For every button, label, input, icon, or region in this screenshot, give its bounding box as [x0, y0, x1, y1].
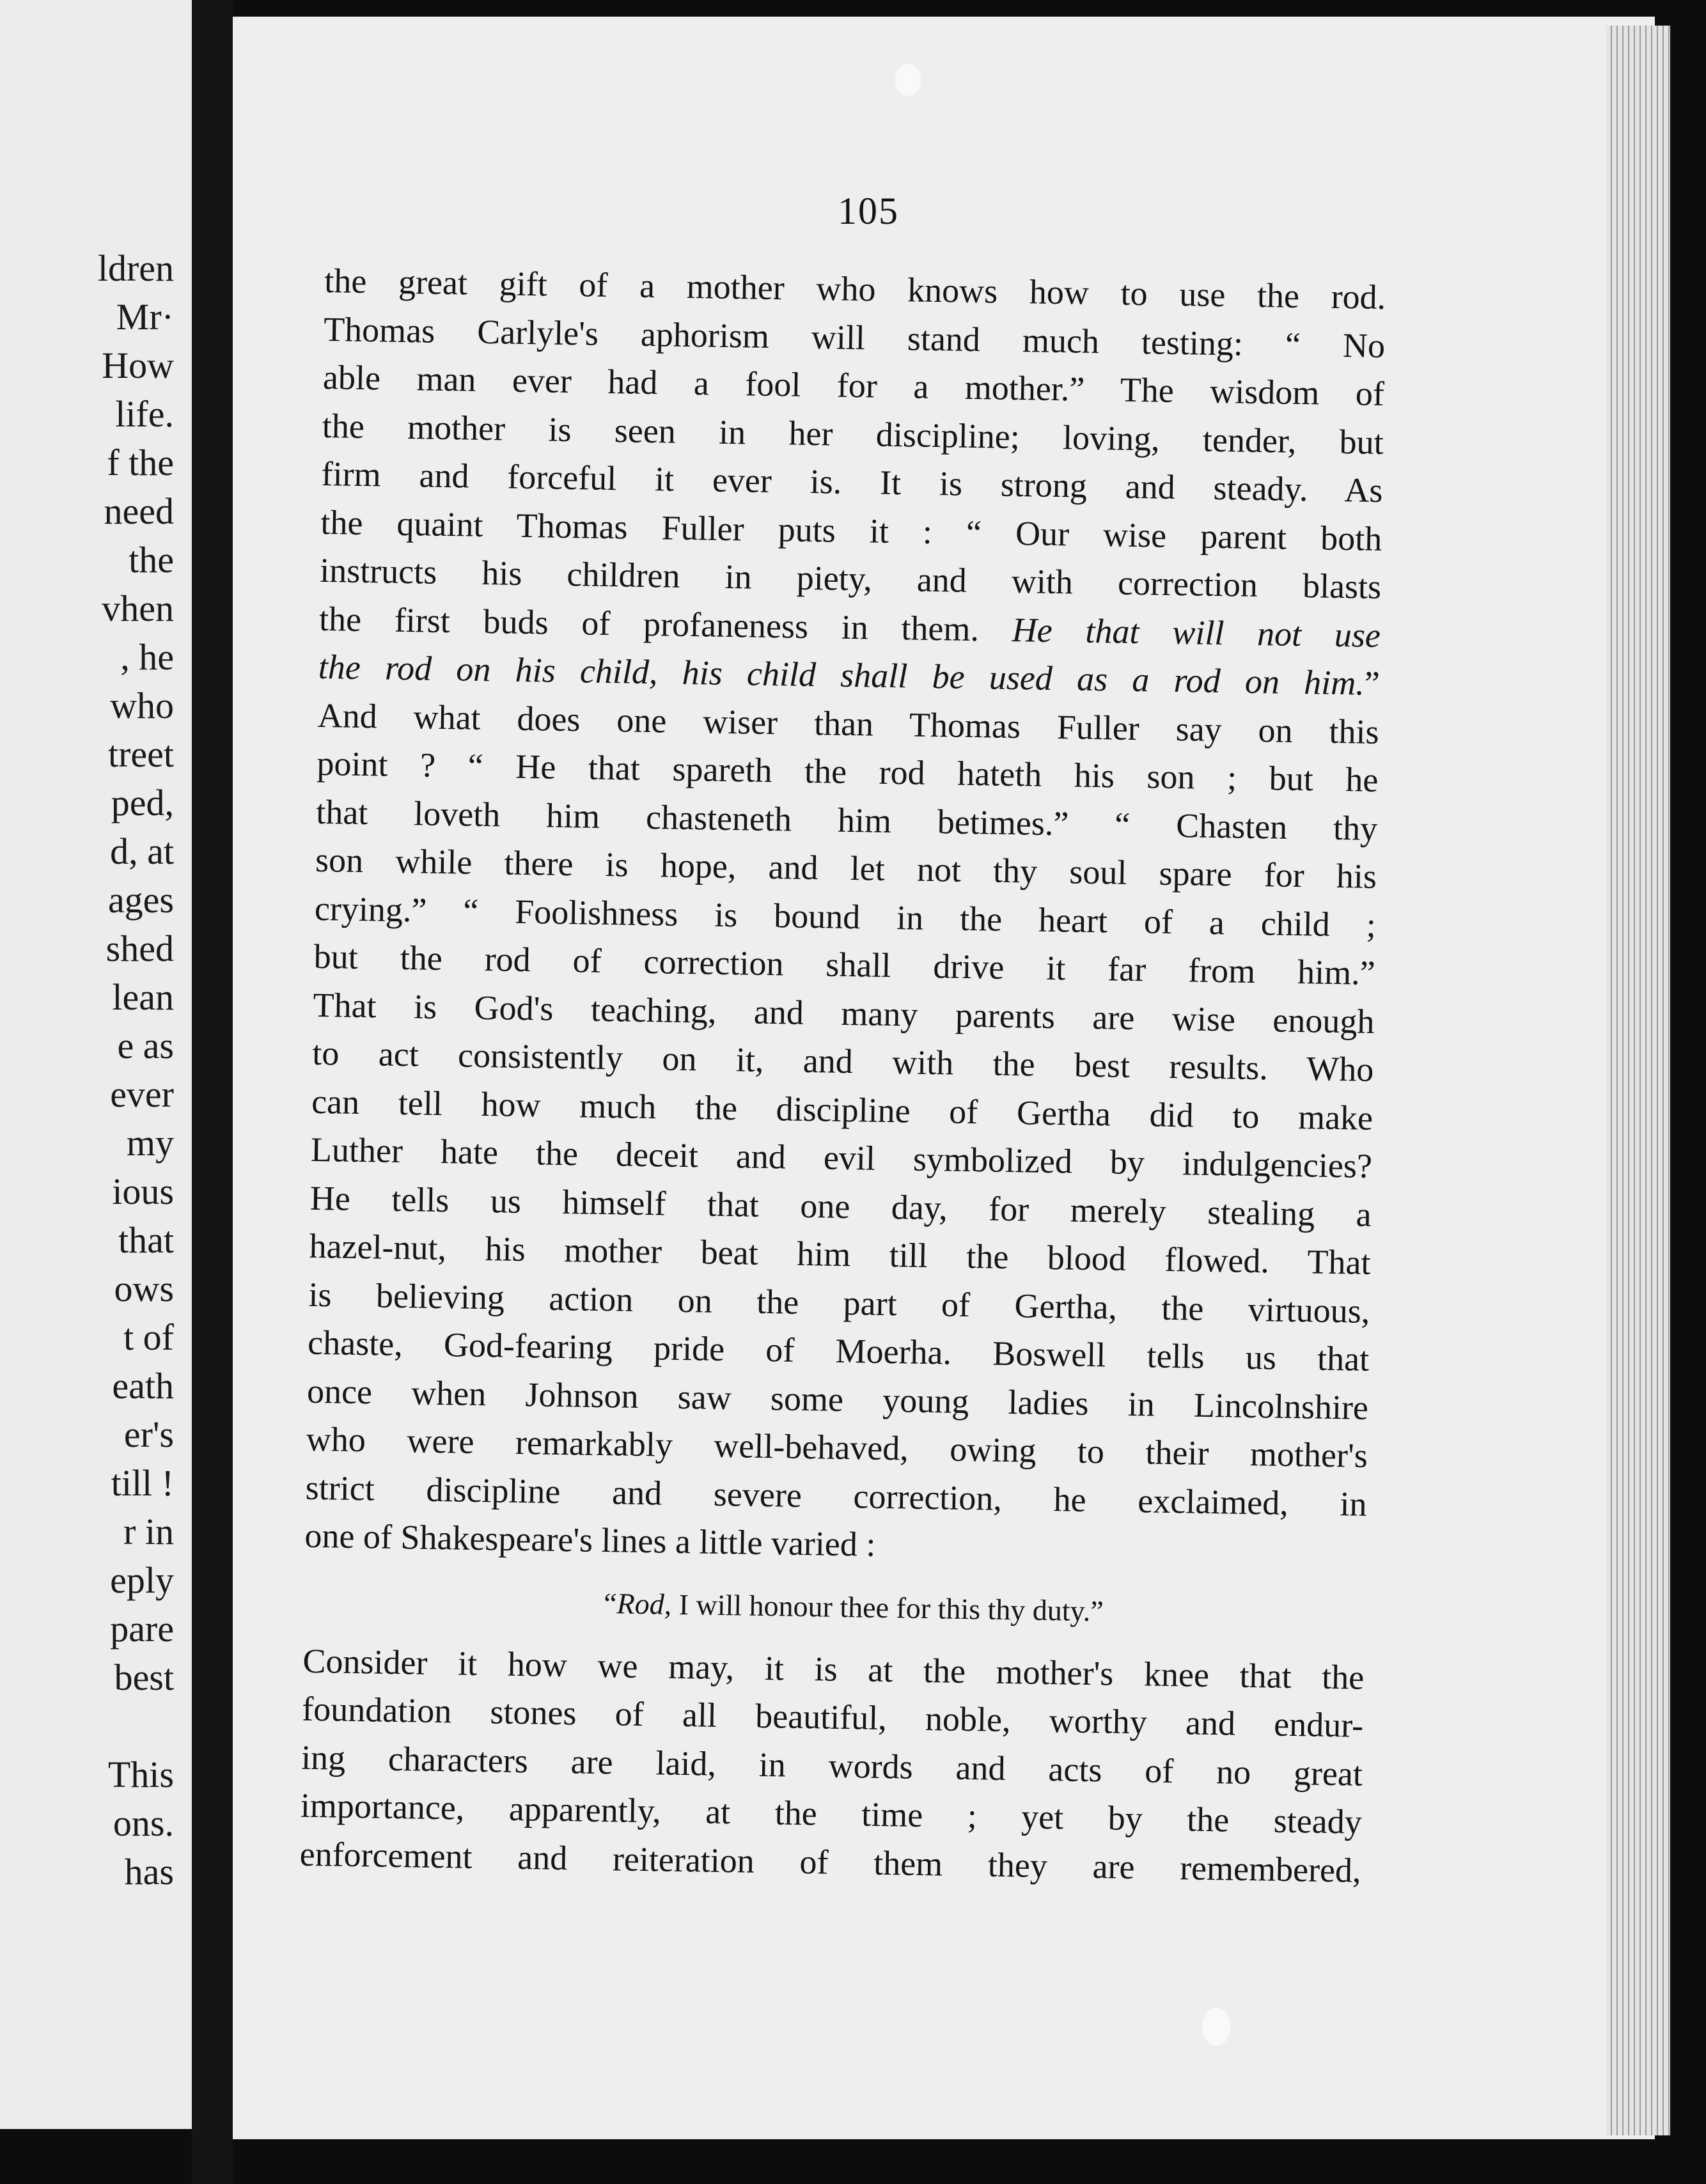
facing-page-fragment: pare [110, 1608, 174, 1650]
facing-page-fragment: shed [106, 928, 174, 969]
text-line: son while there is hope, and let not thy soul spare for his [315, 840, 1377, 896]
facing-page-fragment: vhen [102, 588, 174, 629]
paper-speck [895, 64, 921, 96]
text-segment: the first buds of profaneness in them. [318, 599, 1013, 649]
facing-page-fragment: ldren [97, 247, 174, 289]
quote-rest: I will honour thee for this thy duty.” [671, 1587, 1104, 1627]
facing-page-fragment: Mr· [116, 296, 174, 338]
facing-page-fragment: life. [115, 393, 174, 435]
page-edges [1606, 26, 1670, 2135]
text-line: the great gift of a mother who knows how to use the rod. [324, 261, 1386, 317]
text-line: the quaint Thomas Fuller puts it : “ Our wise parent both [320, 503, 1382, 558]
text-line: to act consistently on it, and with the best results. Who [311, 1033, 1374, 1089]
facing-page-fragment: lean [112, 976, 174, 1018]
body-text [299, 257, 1386, 1895]
facing-page-fragment: who [110, 685, 174, 726]
text-line: who were remarkably well-behaved, owing to their mother's [306, 1419, 1368, 1475]
book-gutter [192, 0, 233, 2184]
text-line: point ? “ He that spareth the rod hateth his son ; but he [317, 744, 1379, 799]
text-line: That is God's teaching, and many parents are wise enough [313, 985, 1375, 1041]
facing-page-fragment: has [124, 1851, 174, 1892]
facing-page-fragment: ons. [113, 1802, 174, 1844]
italic-segment: the rod on his child, his child shall be used as a rod on him. [318, 647, 1365, 703]
facing-page-fragment: t of [123, 1316, 174, 1358]
text-line: able man ever had a fool for a mother.” The wisdom of [322, 357, 1385, 414]
facing-page-fragment: ever [110, 1073, 174, 1115]
text-line: Consider it how we may, it is at the mother's knee that the [302, 1641, 1365, 1697]
facing-page-fragment: d, at [110, 831, 174, 872]
facing-page-fragment: ious [112, 1171, 174, 1212]
text-line: He tells us himself that one day, for merely stealing a [309, 1178, 1372, 1234]
facing-page-fragment: the [129, 539, 174, 581]
text-line: foundation stones of all beautiful, noble, worthy and endur- [301, 1689, 1364, 1745]
text-segment: ” [1364, 664, 1381, 703]
quote-italic-word: Rod, [616, 1586, 672, 1621]
paper-speck [1202, 2008, 1230, 2046]
facing-page-fragment: that [118, 1219, 174, 1261]
facing-page-fragment: need [104, 490, 174, 532]
facing-page-fragment: f the [107, 442, 174, 483]
facing-page-fragment: ows [114, 1268, 174, 1309]
text-line: Luther hate the deceit and evil symbolized by indulgencies? [310, 1130, 1373, 1185]
page-number: 105 [838, 190, 899, 232]
facing-page-fragment: eply [110, 1559, 174, 1601]
facing-page-fragment: This [107, 1754, 174, 1795]
text-line: importance, apparently, at the time ; yet by the steady [300, 1786, 1363, 1841]
text-line: is believing action on the part of Gertha, the virtuous, [308, 1275, 1370, 1330]
text-line: that loveth him chasteneth him betimes.” “ Chasten thy [315, 792, 1378, 848]
facing-page-left [0, 0, 192, 2129]
facing-page-fragment: eath [112, 1365, 174, 1407]
facing-page-fragment: till ! [111, 1462, 174, 1504]
text-line: firm and forceful it ever is. It is strong and steady. As [321, 454, 1383, 510]
text-line: once when Johnson saw some young ladies in Lincolnshire [306, 1371, 1369, 1427]
text-line: ing characters are laid, in words and acts of no great [301, 1738, 1363, 1793]
text-line: crying.” “ Foolishness is bound in the heart of a child ; [314, 889, 1377, 944]
facing-page-fragment: best [114, 1657, 174, 1698]
text-line: but the rod of correction shall drive it far from him.” [313, 937, 1376, 992]
text-line: one of Shakespeare's lines a little varied : [304, 1516, 876, 1564]
italic-segment: He that will not use [1012, 610, 1381, 655]
facing-page-fragment: my [126, 1122, 174, 1164]
text-line: can tell how much the discipline of Gertha did to make [311, 1082, 1373, 1137]
text-line: the mother is seen in her discipline; loving, tender, but [322, 406, 1384, 462]
facing-page-fragment: ages [107, 879, 174, 921]
text-line: strict discipline and severe correction, he exclaimed, in [305, 1468, 1368, 1524]
text-line: chaste, God-fearing pride of Moerha. Boswell tells us that [307, 1323, 1370, 1378]
text-line: instructs his children in piety, and with correction blasts [319, 550, 1382, 607]
text-line: Thomas Carlyle's aphorism will stand much testing: “ No [323, 309, 1386, 365]
text-line: enforcement and reiteration of them they are remembered, [299, 1834, 1362, 1890]
text-line: And what does one wiser than Thomas Fuller say on this [317, 696, 1380, 751]
facing-page-fragment: er's [123, 1414, 174, 1455]
facing-page-fragment: treet [107, 733, 174, 775]
text-line: hazel-nut, his mother beat him till the blood flowed. That [309, 1226, 1371, 1282]
facing-page-fragment: r in [123, 1511, 174, 1552]
facing-page-fragment: ped, [111, 782, 174, 823]
facing-page-fragment: How [102, 345, 174, 386]
facing-page-fragment: , he [120, 636, 174, 678]
facing-page-fragment: e as [117, 1025, 174, 1066]
quote-open: “ [603, 1586, 618, 1619]
